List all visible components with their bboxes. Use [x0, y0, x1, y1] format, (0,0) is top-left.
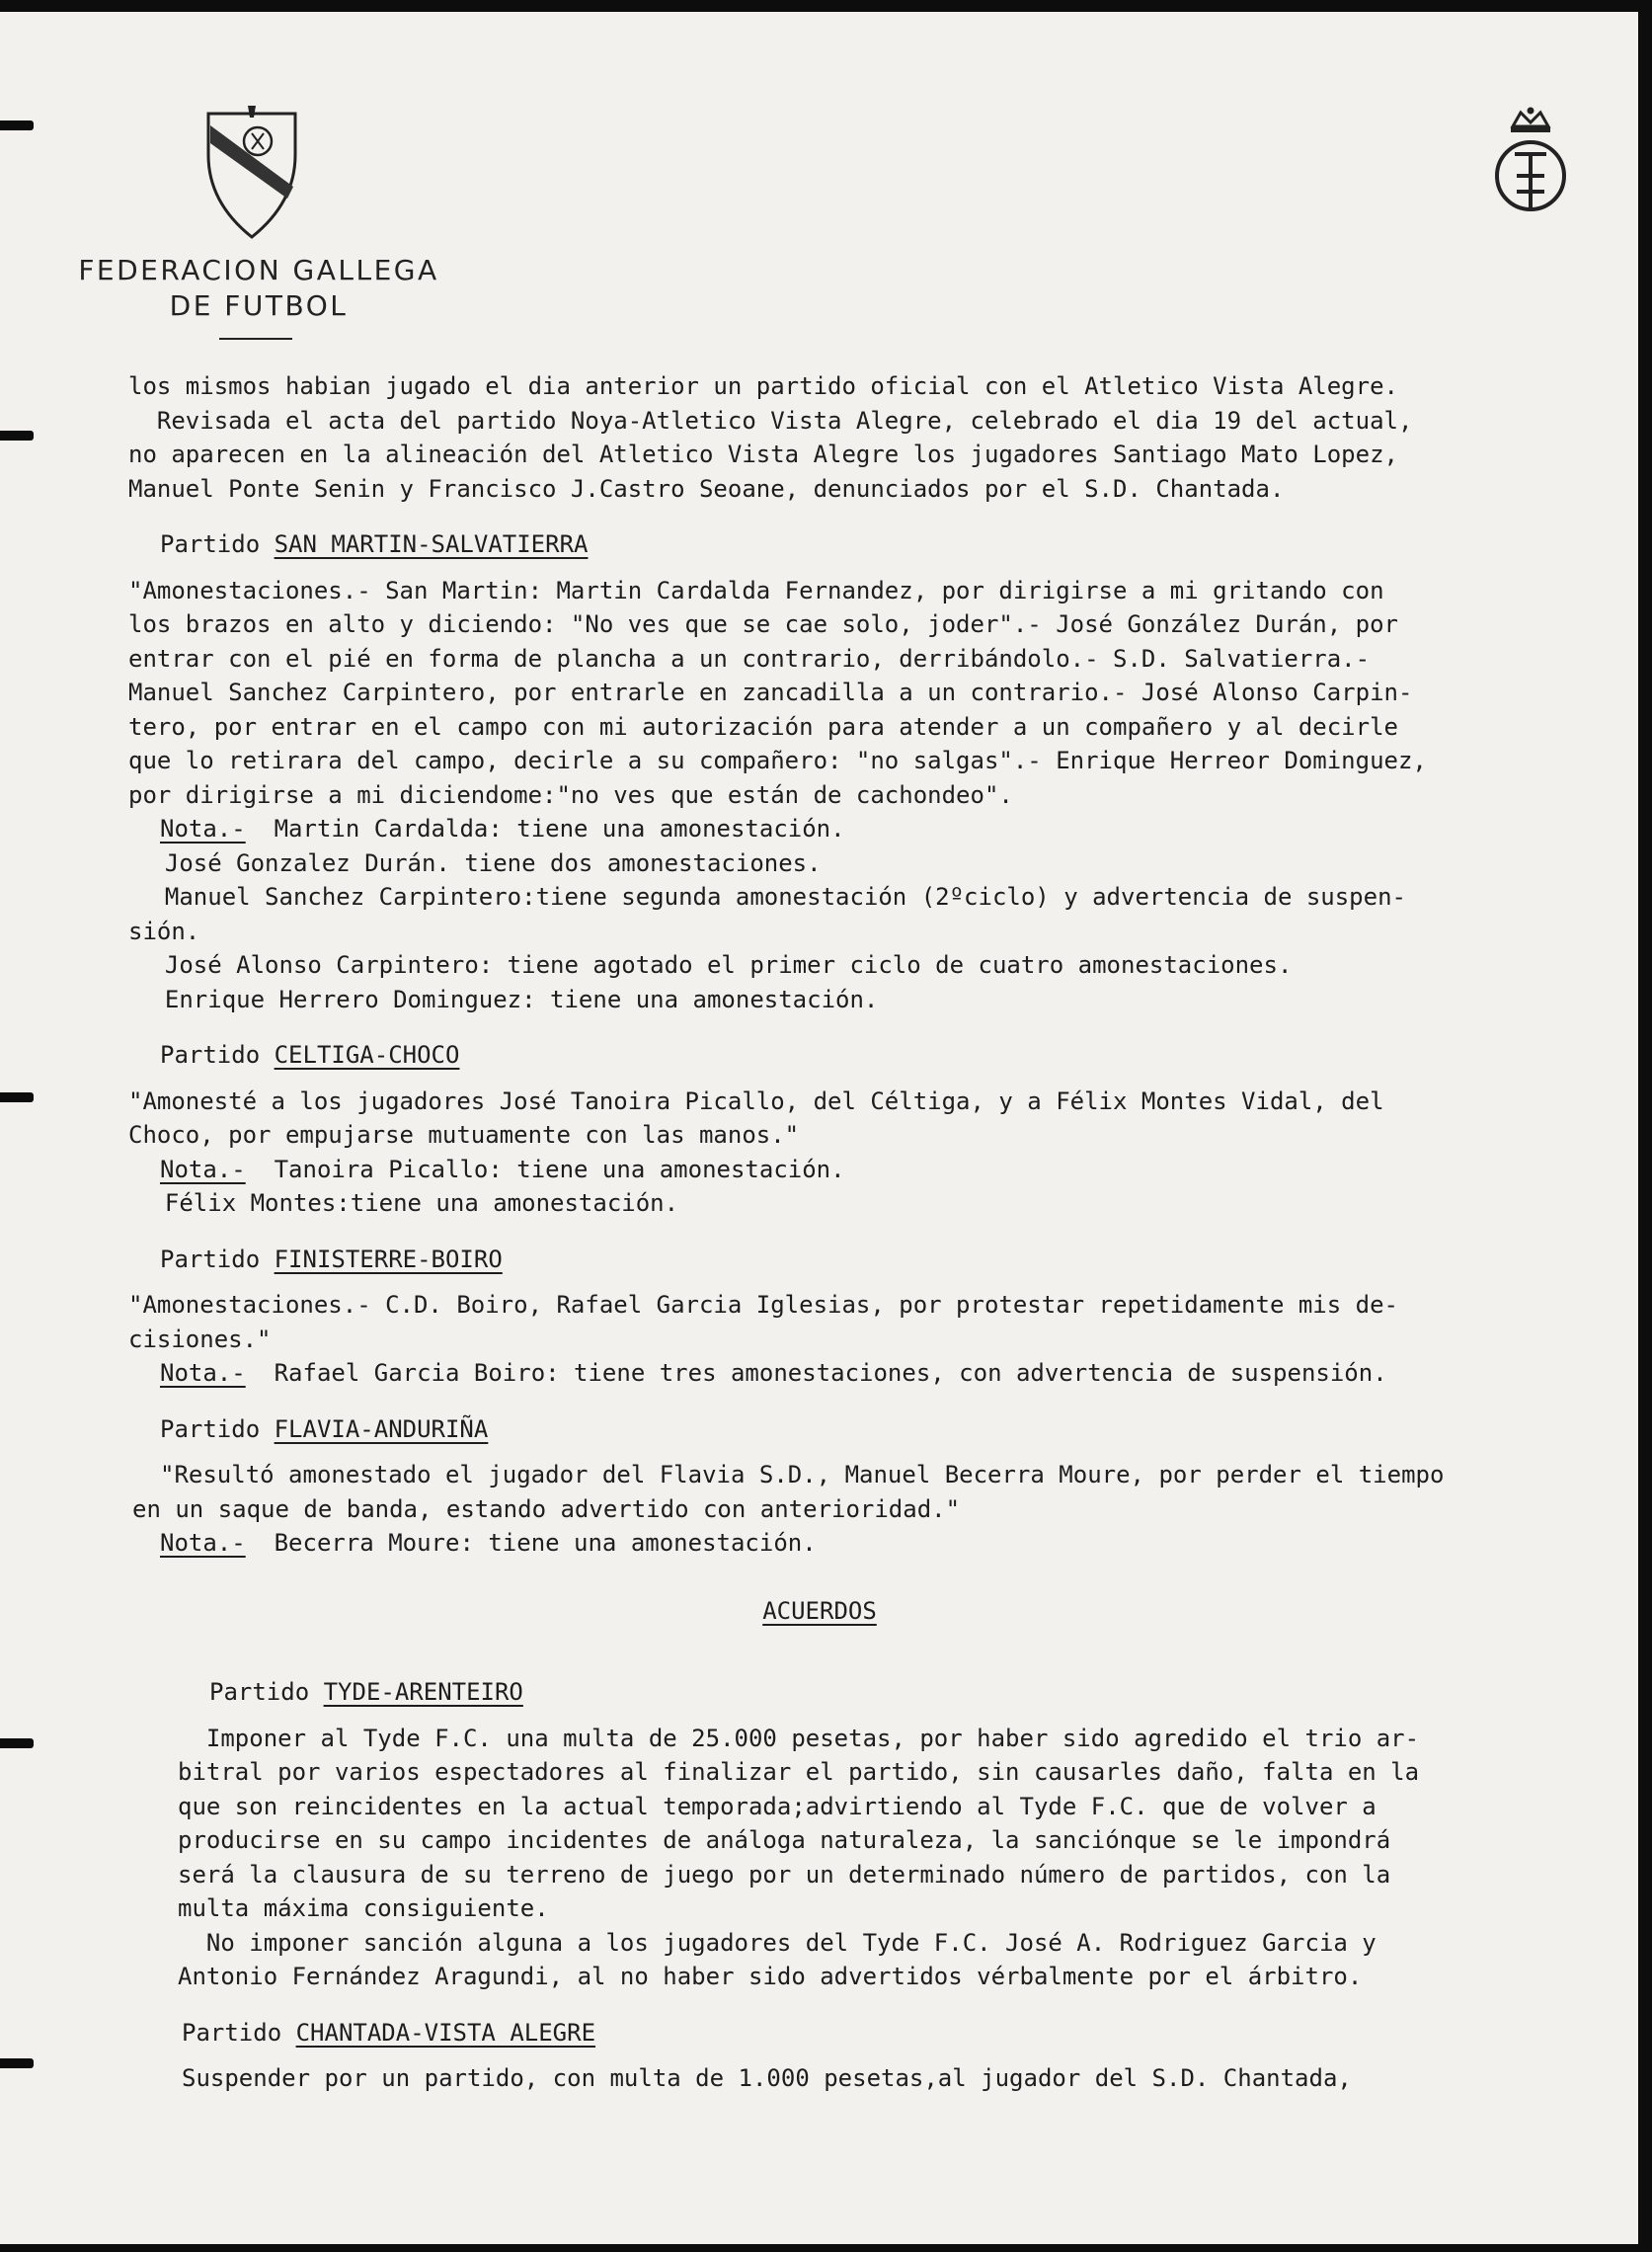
intro-line: Revisada el acta del partido Noya-Atletico Vista Alegre, celebrado el dia 19 del actual,	[128, 406, 1413, 435]
match-title: TYDE-ARENTEIRO	[323, 1678, 523, 1706]
document-body	[128, 369, 1639, 2096]
nota-label: Nota.-	[160, 1529, 246, 1557]
intro-line: no aparecen en la alineación del Atletico Vista Alegre los jugadores Santiago Mato Lopez,	[128, 441, 1398, 468]
report-line: en un saque de banda, estando advertido con anterioridad."	[132, 1494, 961, 1523]
match-title: FINISTERRE-BOIRO	[274, 1245, 503, 1273]
report-line: por dirigirse a mi diciendome:"no ves que están de cachondeo".	[128, 780, 1013, 809]
section-heading: Partido TYDE-ARENTEIRO	[209, 1678, 523, 1706]
resolution-line: Imponer al Tyde F.C. una multa de 25.000 pesetas, por haber sido agredido el trio ar-	[178, 1724, 1420, 1752]
punch-mark	[0, 121, 34, 130]
intro-line: los mismos habian jugado el dia anterior un partido oficial con el Atletico Vista Alegre.	[128, 372, 1398, 400]
section-heading: Partido FINISTERRE-BOIRO	[160, 1245, 503, 1273]
match-title: FLAVIA-ANDURIÑA	[274, 1414, 489, 1443]
nota-line: Nota.- Tanoira Picallo: tiene una amonestación.	[160, 1155, 845, 1183]
intro-line: Manuel Ponte Senin y Francisco J.Castro Seoane, denunciados por el S.D. Chantada.	[128, 474, 1285, 503]
resolution-line: No imponer sanción alguna a los jugadores del Tyde F.C. José A. Rodriguez Garcia y	[178, 1928, 1377, 1957]
report-line: entrar con el pié en forma de plancha a un contrario, derribándolo.- S.D. Salvatierra.-	[128, 644, 1371, 673]
report-line: Choco, por empujarse mutuamente con las manos."	[128, 1121, 800, 1149]
acuerdos-heading: ACUERDOS	[762, 1596, 877, 1625]
punch-mark	[0, 1738, 34, 1748]
scan-bottom-edge	[0, 2244, 1652, 2252]
nota-line: José Gonzalez Durán. tiene dos amonestaciones.	[136, 848, 822, 877]
nota-line: José Alonso Carpintero: tiene agotado el primer ciclo de cuatro amonestaciones.	[136, 951, 1293, 979]
nota-line: Nota.- Rafael Garcia Boiro: tiene tres amonestaciones, con advertencia de suspensión.	[160, 1359, 1387, 1387]
nota-line: sión.	[128, 917, 200, 945]
nota-label: Nota.-	[160, 815, 246, 843]
report-line: Manuel Sanchez Carpintero, por entrarle en zancadilla a un contrario.- José Alonso Carpin-	[128, 679, 1413, 706]
scan-right-edge	[1638, 0, 1652, 2252]
punch-mark	[0, 2058, 34, 2068]
org-line-2: DE FUTBOL	[169, 289, 349, 322]
report-line: que lo retirara del campo, decirle a su compañero: "no salgas".- Enrique Herreor Dominguez,	[128, 747, 1427, 774]
crowned-fef-emblem-icon	[1491, 105, 1570, 219]
section-heading: Partido SAN MARTIN-SALVATIERRA	[160, 530, 589, 558]
nota-line: Nota.- Becerra Moure: tiene una amonestación.	[160, 1529, 817, 1557]
nota-line: Manuel Sanchez Carpintero:tiene segunda amonestación (2ºciclo) y advertencia de suspen-	[136, 883, 1406, 911]
scan-top-edge	[0, 0, 1652, 12]
match-title: SAN MARTIN-SALVATIERRA	[274, 530, 589, 558]
resolution-line: bitral por varios espectadores al finalizar el partido, sin causarles daño, falta en la	[178, 1758, 1420, 1786]
match-title: CELTIGA-CHOCO	[274, 1041, 460, 1069]
report-line: "Amonesté a los jugadores José Tanoira Picallo, del Céltiga, y a Félix Montes Vidal, del	[128, 1086, 1384, 1115]
nota-label: Nota.-	[160, 1155, 246, 1183]
resolution-line: multa máxima consiguiente.	[178, 1894, 549, 1922]
match-title: CHANTADA-VISTA ALEGRE	[295, 2018, 596, 2047]
section-heading: Partido CHANTADA-VISTA ALEGRE	[182, 2018, 596, 2047]
nota-line: Enrique Herrero Dominguez: tiene una amonestación.	[136, 985, 879, 1013]
shield-crest-icon	[202, 104, 301, 242]
resolution-line: Suspender por un partido, con multa de 1.000 pesetas,al jugador del S.D. Chantada,	[182, 2064, 1352, 2092]
organization-name	[61, 253, 456, 324]
org-line-1: FEDERACION GALLEGA	[78, 254, 439, 286]
report-line: "Resultó amonestado el jugador del Flavia S.D., Manuel Becerra Moure, por perder el tiempo	[160, 1461, 1445, 1488]
report-line: "Amonestaciones.- C.D. Boiro, Rafael Garcia Iglesias, por protestar repetidamente mis de-	[128, 1291, 1398, 1319]
nota-line: Nota.- Martin Cardalda: tiene una amonestación.	[160, 815, 845, 843]
acuerdos-block	[178, 1675, 1639, 2096]
resolution-line: Antonio Fernández Aragundi, al no haber sido advertidos vérbalmente por el árbitro.	[178, 1963, 1363, 1990]
report-line: tero, por entrar en el campo con mi autorización para atender a un compañero y al decirle	[128, 712, 1398, 741]
resolution-line: producirse en su campo incidentes de análoga naturaleza, la sanciónque se le impondrá	[178, 1826, 1391, 1854]
punch-mark	[0, 1092, 34, 1102]
report-line: los brazos en alto y diciendo: "No ves que se cae solo, joder".- José González Durán, por	[128, 610, 1398, 638]
org-underline	[219, 338, 292, 340]
report-line: "Amonestaciones.- San Martin: Martin Cardalda Fernandez, por dirigirse a mi gritando con	[128, 576, 1384, 604]
punch-mark	[0, 431, 34, 441]
resolution-line: que son reincidentes en la actual temporada;advirtiendo al Tyde F.C. que de volver a	[178, 1792, 1377, 1820]
section-heading: Partido FLAVIA-ANDURIÑA	[160, 1414, 489, 1443]
resolution-line: será la clausura de su terreno de juego por un determinado número de partidos, con la	[178, 1860, 1391, 1889]
section-heading: Partido CELTIGA-CHOCO	[160, 1041, 460, 1069]
nota-label: Nota.-	[160, 1359, 246, 1387]
nota-line: Félix Montes:tiene una amonestación.	[136, 1189, 679, 1217]
report-line: cisiones."	[128, 1325, 272, 1353]
